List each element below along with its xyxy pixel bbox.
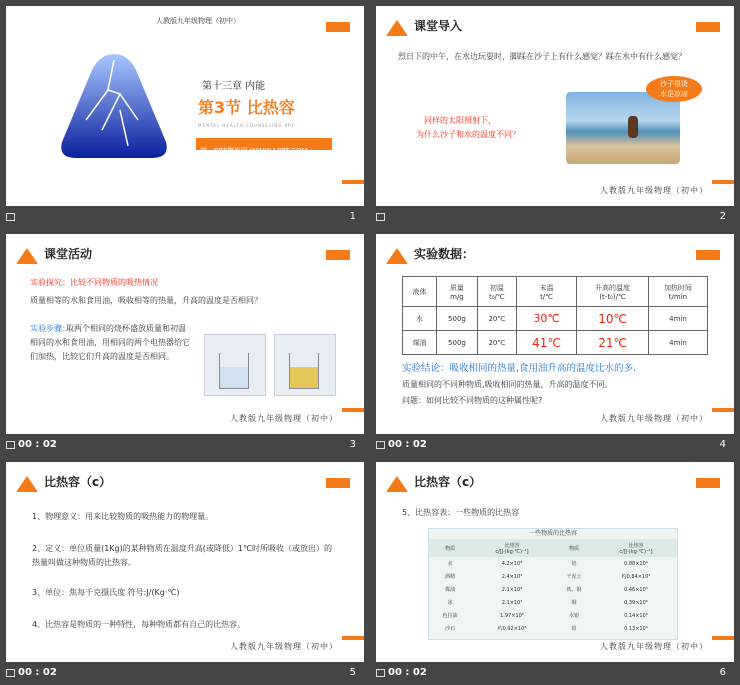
table-row [429,596,677,609]
question-line: 问题：如何比较不同物质的这种属性呢? [402,396,543,405]
list-item: 2、定义：单位质量(1Kg)的某种物质在温度升高(或降低）1℃时所吸收（或放出）的热量叫做这种物质的比热容。 [32,544,332,567]
footer-text: 人教版九年级物理（初中） [600,186,708,195]
animation-icon [6,441,15,449]
intro-text: 烈日下的中午，在水边玩耍时，脚踩在沙子上有什么感觉？踩在水中有什么感觉？ [398,52,686,61]
cell: 煤油 [403,331,437,355]
slide-title: 课堂活动 [44,247,93,261]
header-mark-icon [386,476,408,492]
cell: 4min [648,307,707,331]
footer-accent [342,408,364,412]
cell: 20℃ [477,331,516,355]
cell: 41℃ [516,331,576,355]
footer-text: 人教版九年级物理（初中） [230,642,338,651]
cell: 10℃ [577,307,649,331]
cell: 沙石 [444,626,455,632]
cell: 0.39×10³ [624,599,648,606]
table-caption: 5、比热容表：一些物质的比热容 [402,508,520,517]
steps-text: 取两个相同的烧杯盛放质量和初温相同的水和食用油，用相同的两个电热器给它们加热，比较它们升高的温度是否相同。 [30,324,190,361]
slide-status-bar [0,206,370,228]
table-row [429,583,677,596]
slide-number: 3 [349,439,356,450]
slide-timing: 00 : 02 [388,439,427,450]
cell: 1.97×10³ [500,612,524,619]
cell: 煤油 [444,587,455,593]
slide-4 [376,234,734,434]
slide-timing: 00 : 02 [18,667,57,678]
slide-timing: 00 : 02 [388,667,427,678]
table-title: 一些物质的比热容 [528,530,577,537]
footer-accent [712,180,734,184]
col-final-temp: 末温 t/℃ [516,277,576,307]
slide-5 [6,462,364,662]
cell: 铜 [571,600,577,606]
beaker-oil-image [274,334,336,396]
slide-thumb-4[interactable] [370,228,740,456]
slide-status-bar [0,662,370,684]
cell: 酒精 [444,574,455,580]
animation-icon [6,213,15,221]
footer-accent [342,180,364,184]
table-row [429,609,677,622]
slide-timing: 00 : 02 [18,439,57,450]
question-line-2: 为什么沙子和水的温度不同？ [416,130,520,139]
cell: 20℃ [477,307,516,331]
question-line-1: 同样的太阳照射下， [424,116,496,125]
header-mark-icon [16,476,38,492]
slide-thumb-6[interactable] [370,456,740,684]
th: 比热容 c/[J·(kg·℃)⁻¹] [619,542,653,555]
col-heat-time: 加热时间 t/min [648,277,707,307]
steps-label: 实验步骤： [30,324,70,333]
question-text: 质量相等的水和食用油，吸收相等的热量，升高的温度是否相同？ [30,296,262,305]
cell: 4min [648,331,707,355]
slide-thumb-2[interactable] [370,0,740,228]
cell: 水 [447,561,453,567]
cell: 冰 [447,600,453,606]
section-title: 第3节 比热容 [198,98,295,117]
orange-tag [326,250,350,260]
footer-text: 人教版九年级物理（初中） [230,414,338,423]
cell: 铅 [571,626,577,632]
site-banner [196,138,332,155]
cell: 21℃ [577,331,649,355]
beaker-oil [289,353,319,389]
cell: 铁、钢 [566,587,582,593]
slide-thumb-3[interactable] [0,228,370,456]
slide-title: 比热容（c） [414,475,482,489]
slide-thumb-5[interactable] [0,456,370,684]
orange-tag [696,478,720,488]
slide-status-bar [370,434,740,456]
conclusion-line-2: 质量相同的不同种物质,吸收相同的热量，升高的温度不同。 [402,380,613,389]
header-mark-icon [386,20,408,36]
slide-title: 实验数据： [414,247,475,261]
table-row [403,331,708,355]
header-mark-icon [16,248,38,264]
cell: 2.1×10³ [501,599,523,606]
animation-icon [376,213,385,221]
cell: 铝 [571,561,577,567]
footer-text: 人教版九年级物理（初中） [600,642,708,651]
table-row [429,622,677,635]
cell: 2.1×10³ [501,586,523,593]
th: 物质 [444,545,455,552]
slide-6 [376,462,734,662]
cell: 500g [437,307,478,331]
data-table [402,276,708,355]
cell: 4.2×10³ [501,560,523,567]
table-row [429,557,677,570]
speech-bubble: 沙子很烫 水是凉凉 [646,76,702,102]
slide-1 [6,6,364,206]
cell: 约0.84×10³ [621,574,651,580]
conclusion-text: 实验结论：吸收相同的热量,食用油升高的温度比水的多. [402,363,637,374]
orange-tag [326,22,350,32]
list-item: 4、比热容是物质的一种特性，每种物质都有自己的比热容。 [32,620,246,629]
cell: 0.88×10³ [624,560,648,567]
col-initial-temp: 初温 t₀/℃ [477,277,516,307]
th: 比热容 c/[J·(kg·℃)⁻¹] [495,542,529,555]
site-url: 第一PPT模板网-WWW.1PPT.COM [200,147,308,155]
specific-heat-table [428,528,678,640]
list-item: 3、单位：焦每千克摄氏度 符号:J/(Kg·℃) [32,588,180,597]
table-row [403,307,708,331]
footer-accent [342,636,364,640]
animation-icon [376,669,385,677]
orange-tag [696,22,720,32]
cell: 水 [403,307,437,331]
col-temp-rise: 升高的温度 (t-t₀)/℃ [577,277,649,307]
slide-number: 1 [349,211,356,222]
cell: 2.4×10³ [501,573,523,580]
slide-title: 课堂导入 [414,19,463,33]
animation-icon [376,441,385,449]
animation-icon [6,669,15,677]
slide-number: 5 [349,667,356,678]
th: 物质 [568,545,579,552]
beach-photo [566,92,680,164]
footer-accent [712,408,734,412]
slide-status-bar [0,434,370,456]
slide-number: 6 [719,667,726,678]
beaker-water-image [204,334,266,396]
chapter-label: 第十三章 内能 [202,81,266,92]
subtitle-en: MENTAL HEALTH COUNSELING PPT [198,123,295,128]
cell: 色拉油 [442,613,458,619]
person-figure [628,116,638,138]
footer-accent [712,636,734,640]
cell: 水银 [568,613,579,619]
table-row [429,570,677,583]
slide-3 [6,234,364,434]
cell: 0.14×10³ [624,612,648,619]
slide-status-bar [370,662,740,684]
cell: 30℃ [516,307,576,331]
col-liquid: 液体 [403,277,437,307]
cell: 500g [437,331,478,355]
slide-2 [376,6,734,206]
cell: 0.13×10³ [624,625,648,632]
lightning-triangle-image [58,50,170,162]
slide-title: 比热容（c） [44,475,112,489]
orange-tag [696,250,720,260]
slide-number: 4 [719,439,726,450]
col-mass: 质量 m/g [437,277,478,307]
footer-text: 人教版九年级物理（初中） [600,414,708,423]
slide-number: 2 [719,211,726,222]
cell: 干泥土 [566,574,582,580]
header-text: 人教版九年级物理（初中） [156,17,240,25]
list-item: 1、物理意义：用来比较物质的吸热能力的物理量。 [32,512,214,521]
slide-status-bar [370,206,740,228]
header-mark-icon [386,248,408,264]
heat-table [429,539,677,635]
cell: 0.46×10³ [624,586,648,593]
cell: 约0.92×10³ [497,626,527,632]
slide-thumb-1[interactable] [0,0,370,228]
beaker-water [219,353,249,389]
orange-tag [326,478,350,488]
explore-heading: 实验探究：比较不同物质的吸热情况 [30,278,158,287]
